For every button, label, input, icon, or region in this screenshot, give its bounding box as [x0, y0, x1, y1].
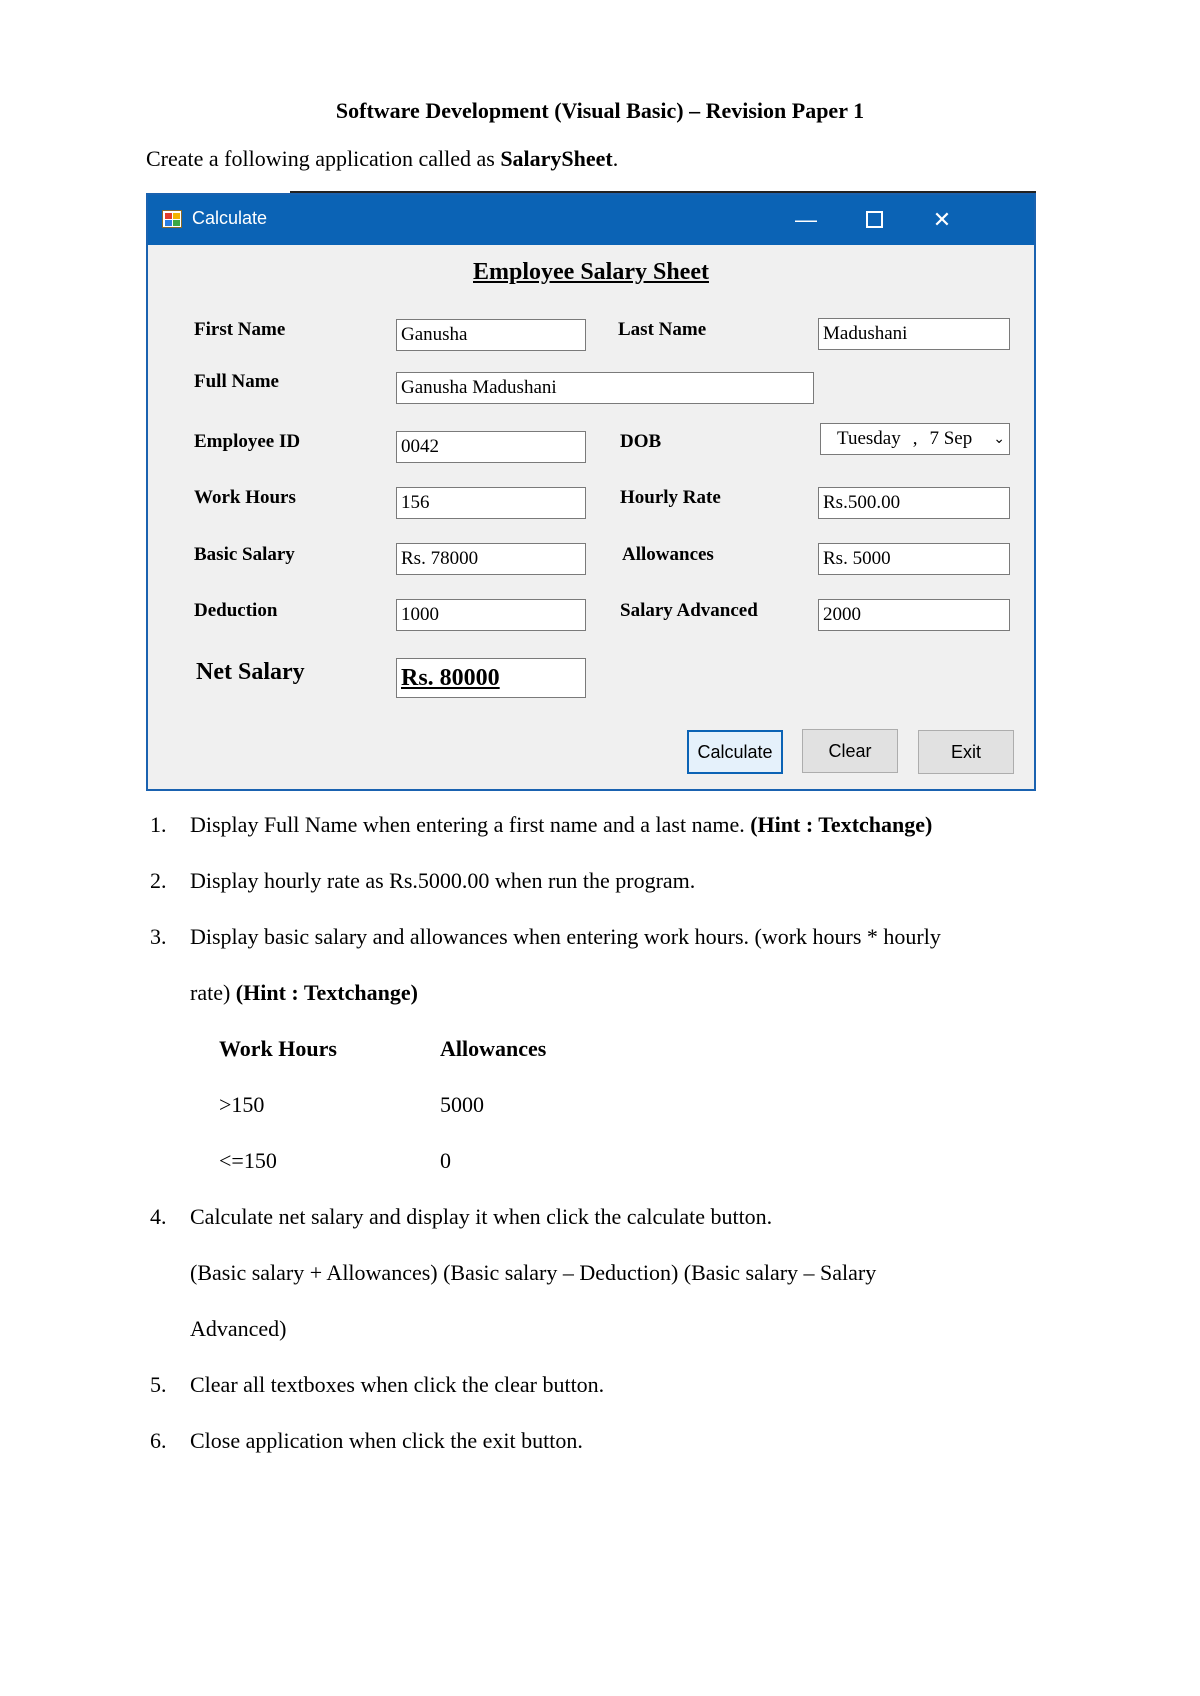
item-text: Display Full Name when entering a first name and a last name. — [190, 812, 751, 837]
minimize-icon[interactable]: — — [795, 207, 817, 232]
table-cell: <=150 — [219, 1148, 277, 1173]
intro-post: . — [612, 146, 619, 171]
instruction-item-4-formula-end: Advanced) — [190, 1316, 287, 1341]
dob-separator: , — [912, 428, 918, 449]
deduction-field[interactable]: 1000 — [396, 599, 586, 631]
item-text: Close application when click the exit button. — [190, 1428, 583, 1453]
item-hint: (Hint : Textchange) — [235, 980, 418, 1005]
document-title: Software Development (Visual Basic) – Revision Paper 1 — [335, 98, 865, 123]
calculate-window — [146, 193, 1036, 791]
intro-pre: Create a following application called as — [146, 146, 501, 171]
calculate-button[interactable]: Calculate — [687, 730, 783, 774]
table-cell: >150 — [219, 1092, 265, 1117]
app-name: SalarySheet — [500, 146, 613, 171]
item-hint: (Hint : Textchange) — [750, 812, 933, 837]
work-hours-label: Work Hours — [194, 487, 296, 508]
instruction-item-4-formula: (Basic salary + Allowances) (Basic salary – Deduction) (Basic salary – Salary — [190, 1260, 877, 1285]
salary-advanced-field[interactable]: 2000 — [818, 599, 1010, 631]
item-number: 5. — [150, 1372, 167, 1397]
allowances-field[interactable]: Rs. 5000 — [818, 543, 1010, 575]
close-icon[interactable]: ✕ — [932, 207, 952, 232]
table-cell: 0 — [440, 1148, 451, 1173]
item-text: Clear all textboxes when click the clear button. — [190, 1372, 605, 1397]
window-title: Calculate — [192, 208, 268, 228]
deduction-label: Deduction — [194, 600, 278, 621]
hourly-rate-label: Hourly Rate — [620, 487, 721, 508]
first-name-field[interactable]: Ganusha — [396, 319, 586, 351]
allowances-label: Allowances — [622, 544, 714, 565]
dob-day: Tuesday — [837, 428, 901, 449]
first-name-label: First Name — [194, 319, 286, 340]
net-salary-field[interactable]: Rs. 80000 — [396, 658, 586, 698]
table-header-work-hours: Work Hours — [219, 1036, 337, 1061]
dob-date: 7 Sep — [929, 428, 973, 449]
item-number: 1. — [150, 812, 167, 837]
item-text: Display basic salary and allowances when entering work hours. (work hours * hourly — [190, 924, 941, 949]
item-number: 6. — [150, 1428, 167, 1453]
dob-date-picker[interactable] — [820, 423, 1010, 455]
net-salary-label: Net Salary — [196, 659, 305, 685]
work-hours-field[interactable]: 156 — [396, 487, 586, 519]
item-text: Display hourly rate as Rs.5000.00 when run the program. — [190, 868, 696, 893]
full-name-field[interactable]: Ganusha Madushani — [396, 372, 814, 404]
hourly-rate-field[interactable]: Rs.500.00 — [818, 487, 1010, 519]
app-form-icon — [162, 210, 182, 228]
last-name-label: Last Name — [618, 319, 707, 340]
maximize-icon[interactable] — [854, 203, 894, 237]
instruction-item-3-continued — [190, 980, 418, 1006]
item-number: 3. — [150, 924, 167, 949]
item-number: 4. — [150, 1204, 167, 1229]
full-name-label: Full Name — [194, 371, 279, 392]
table-cell: 5000 — [440, 1092, 484, 1117]
form-heading: Employee Salary Sheet — [473, 259, 709, 285]
item-text-continued: rate) — [190, 980, 236, 1005]
item-text: Calculate net salary and display it when click the calculate button. — [190, 1204, 773, 1229]
title-bar[interactable] — [148, 195, 1034, 245]
last-name-field[interactable]: Madushani — [818, 318, 1010, 350]
intro-text — [146, 146, 618, 172]
employee-id-label: Employee ID — [194, 431, 301, 452]
basic-salary-field[interactable]: Rs. 78000 — [396, 543, 586, 575]
employee-id-field[interactable]: 0042 — [396, 431, 586, 463]
dob-label: DOB — [620, 431, 662, 452]
clear-button[interactable]: Clear — [802, 729, 898, 773]
basic-salary-label: Basic Salary — [194, 544, 295, 565]
exit-button[interactable]: Exit — [918, 730, 1014, 774]
table-header-allowances: Allowances — [440, 1036, 547, 1061]
item-number: 2. — [150, 868, 167, 893]
chevron-down-icon[interactable]: ⌄ — [993, 431, 1005, 447]
salary-advanced-label: Salary Advanced — [620, 600, 758, 621]
